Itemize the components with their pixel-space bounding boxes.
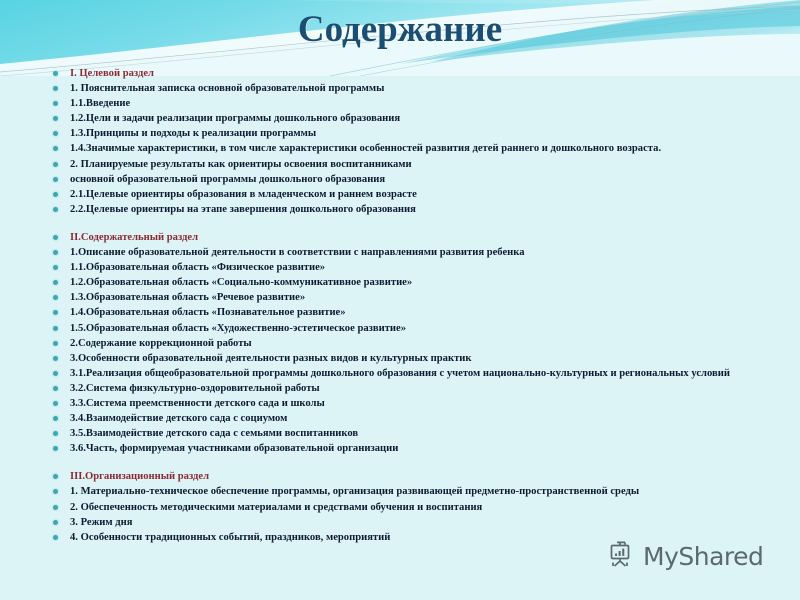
toc-item-label: 1.2.Образовательная область «Социально-коммуникативное развитие» — [70, 277, 413, 289]
bullet-icon — [53, 101, 58, 106]
bullet-icon — [53, 207, 58, 212]
bullet-icon — [53, 250, 58, 255]
toc-item-label: 2.1.Целевые ориентиры образования в младенческом и раннем возрасте — [70, 188, 417, 200]
toc-item-label: 1.1.Образовательная область «Физическое развитие» — [70, 262, 326, 274]
toc-section-heading — [48, 230, 792, 245]
toc-section-heading — [48, 66, 792, 81]
bullet-icon — [53, 71, 58, 76]
toc-item — [48, 366, 792, 381]
toc-item-label: II.Содержательный раздел — [70, 231, 199, 243]
toc-item-label: 3. Режим дня — [70, 516, 133, 528]
bullet-icon — [53, 116, 58, 121]
toc-item — [48, 157, 792, 172]
toc-item — [48, 96, 792, 111]
toc-item — [48, 411, 792, 426]
bullet-icon — [53, 326, 58, 331]
toc-item — [48, 81, 792, 96]
bullet-icon — [53, 446, 58, 451]
toc-item — [48, 245, 792, 260]
toc-item — [48, 290, 792, 305]
toc-item — [48, 500, 792, 515]
toc-item-label: 3.5.Взаимодействие детского сада с семьями воспитанников — [70, 428, 359, 440]
bullet-icon — [53, 177, 58, 182]
toc-item-label: 1.4.Образовательная область «Познавательное развитие» — [70, 307, 346, 319]
list-spacer — [48, 217, 792, 230]
toc-item-label: 1.Описание образовательной деятельности в соответствии с направлениями развития ребенка — [70, 247, 525, 259]
toc-item-label: основной образовательной программы дошкольного образования — [70, 173, 386, 185]
toc-item — [48, 321, 792, 336]
toc-item-label: 2. Обеспеченность методическими материалами и средствами обучения и воспитания — [70, 501, 483, 513]
toc-item-label: 1.5.Образовательная область «Художественно-эстетическое развитие» — [70, 322, 407, 334]
bullet-icon — [53, 162, 58, 167]
bullet-icon — [53, 386, 58, 391]
toc-item-label: 2.2.Целевые ориентиры на этапе завершения дошкольного образования — [70, 203, 416, 215]
myshared-watermark — [606, 539, 763, 574]
toc-item — [48, 381, 792, 396]
toc-item — [48, 141, 792, 156]
table-of-contents — [48, 66, 792, 545]
toc-item — [48, 275, 792, 290]
toc-item-label: 3.2.Система физкультурно-оздоровительной работы — [70, 382, 320, 394]
toc-item — [48, 172, 792, 187]
bullet-icon — [53, 356, 58, 361]
toc-item — [48, 336, 792, 351]
toc-item-label: 1.2.Цели и задачи реализации программы дошкольного образования — [70, 113, 401, 125]
page-title: Содержание — [297, 9, 503, 50]
bullet-icon — [53, 310, 58, 315]
myshared-label: MyShared — [643, 542, 764, 571]
toc-item-label: 1.3.Образовательная область «Речевое развитие» — [70, 292, 306, 304]
toc-item — [48, 187, 792, 202]
toc-item — [48, 202, 792, 217]
toc-item-label: I. Целевой раздел — [70, 68, 154, 79]
toc-item-label: 1.4.Значимые характеристики, в том числе характеристики особенностей развития детей раннего и дошкольного возраста. — [70, 143, 662, 155]
bullet-icon — [53, 86, 58, 91]
toc-item — [48, 515, 792, 530]
toc-item-label: 3.3.Система преемственности детского сада и школы — [70, 397, 325, 409]
bullet-icon — [53, 474, 58, 479]
toc-item-label: 1. Материально-техническое обеспечение программы, организация развивающей предметно-пространственной среды — [70, 486, 640, 498]
toc-item — [48, 484, 792, 499]
toc-item-label: 1.1.Введение — [70, 98, 131, 110]
bullet-icon — [53, 371, 58, 376]
bullet-icon — [53, 235, 58, 240]
toc-item — [48, 351, 792, 366]
toc-item-label: 2. Планируемые результаты как ориентиры освоения воспитанниками — [70, 158, 412, 170]
toc-item-label: 3.4.Взаимодействие детского сада с социумом — [70, 413, 288, 425]
toc-item-label: 3.1.Реализация общеобразовательной программы дошкольного образования с учетом национально-культурных и региональных условий — [70, 367, 730, 379]
bullet-icon — [53, 192, 58, 197]
toc-item-label: III.Организационный раздел — [70, 471, 210, 483]
toc-item-label: 3.6.Часть, формируемая участниками образовательной организации — [70, 443, 399, 455]
toc-item-label: 3.Особенности образовательной деятельности разных видов и культурных практик — [70, 352, 472, 364]
toc-item-label: 1. Пояснительная записка основной образовательной программы — [70, 83, 385, 95]
toc-item-label: 4. Особенности традиционных событий, праздников, мероприятий — [70, 531, 391, 543]
toc-section-heading — [48, 469, 792, 484]
bullet-icon — [53, 341, 58, 346]
bullet-icon — [53, 265, 58, 270]
toc-item — [48, 426, 792, 441]
bullet-icon — [53, 431, 58, 436]
bullet-icon — [53, 505, 58, 510]
bullet-icon — [53, 131, 58, 136]
toc-item — [48, 260, 792, 275]
bullet-icon — [53, 416, 58, 421]
toc-item — [48, 305, 792, 320]
bullet-icon — [53, 146, 58, 151]
presentation-chart-icon — [606, 539, 636, 574]
bullet-icon — [53, 535, 58, 540]
bullet-icon — [53, 295, 58, 300]
toc-item — [48, 111, 792, 126]
bullet-icon — [53, 401, 58, 406]
toc-item-label: 2.Содержание коррекционной работы — [70, 337, 252, 349]
toc-item — [48, 126, 792, 141]
bullet-icon — [53, 489, 58, 494]
bullet-icon — [53, 280, 58, 285]
toc-item — [48, 396, 792, 411]
toc-item — [48, 441, 792, 456]
bullet-icon — [53, 520, 58, 525]
list-spacer — [48, 456, 792, 469]
toc-item-label: 1.3.Принципы и подходы к реализации программы — [70, 128, 317, 140]
